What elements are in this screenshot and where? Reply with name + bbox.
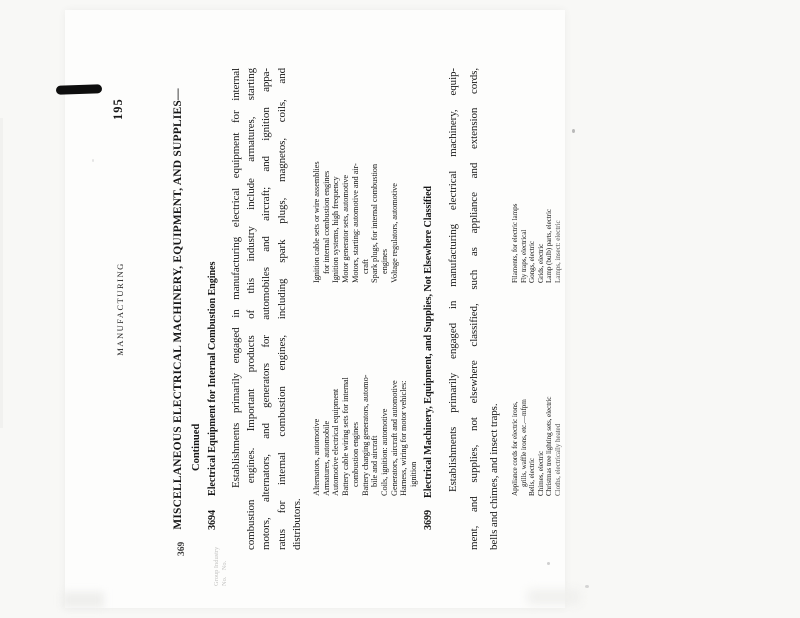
index-list-3699-left	[511, 284, 562, 496]
margin-label-line1: Group Industry	[213, 546, 220, 586]
scan-artifact-speck	[572, 129, 575, 133]
section-heading-3699	[423, 10, 436, 608]
paragraph-line: combustion engines. Important products of this industry include armatures, starting	[245, 68, 258, 550]
index-entry: Grids, electric	[536, 243, 545, 283]
scan-artifact-speck	[547, 562, 550, 565]
index-entry: Battery charging generators, automo-	[360, 374, 370, 496]
running-head: MANUFACTURING	[115, 262, 125, 356]
industry-number-3694: 3694	[207, 510, 218, 530]
index-entry: Fly traps, electrical	[519, 229, 528, 283]
index-entry: Battery cable wiring sets for internal	[341, 377, 351, 496]
scan-artifact-black-dash	[56, 84, 102, 95]
index-entry: Gongs, electric	[528, 240, 536, 283]
paragraph-line: Establishments primarily engaged in manufacturing electrical equipment for internal	[230, 68, 242, 488]
margin-group-number: 369	[177, 541, 187, 556]
index-entry: Generators, aircraft and automotive	[389, 380, 399, 496]
index-list-3699-right	[511, 78, 562, 283]
index-list-3694-right	[312, 78, 399, 283]
industry-number-3699: 3699	[423, 510, 434, 530]
paragraph-line: ratus for internal combustion engines, including spark plugs, magnetos, coils, and	[275, 68, 288, 550]
index-entry: Alternators, automotive	[312, 418, 321, 496]
index-entry-continuation: grills, waffle irons, etc.—mfpm	[519, 399, 528, 487]
index-entry: Chimes, electric	[536, 450, 545, 496]
scan-artifact-speck	[92, 159, 94, 162]
index-entry-continuation: engines	[379, 249, 389, 274]
index-entry: Appliance cords for electric irons,	[511, 401, 519, 496]
index-entry: Christmas tree lighting sets, electric	[545, 396, 553, 496]
index-entry: Automotive electrical equipment	[331, 388, 341, 496]
page-title: MISCELLANEOUS ELECTRICAL MACHINERY, EQUIPMENT, AND SUPPLIES—	[172, 88, 184, 530]
index-list-3694-left	[312, 284, 419, 496]
paragraph-line: ment, and supplies, not elsewhere classified, such as appliance and extension cords,	[467, 68, 480, 550]
index-entry: Coils, ignition: automotive	[379, 408, 389, 496]
scan-artifact-smudge	[62, 592, 104, 608]
index-entry: Spark plugs, for internal combustion	[370, 164, 380, 283]
scan-artifact-speck	[585, 585, 589, 588]
index-entry: Ignition systems, high frequency	[331, 176, 341, 283]
index-entry-continuation: for internal combustion engines	[321, 170, 331, 274]
scan-artifact-edge-shadow	[0, 118, 3, 428]
page-number: 195	[111, 98, 125, 120]
scan-artifact-smudge	[528, 590, 580, 604]
paragraph-line: bells and chimes, and insect traps.	[488, 403, 500, 550]
index-entry-continuation: ignition	[409, 461, 419, 487]
section-heading-3694	[207, 10, 220, 608]
index-entry: Armatures, automobile	[321, 420, 331, 496]
index-entry-continuation: bile and aircraft	[370, 435, 380, 487]
paragraph-line: distributors.	[290, 498, 303, 550]
index-entry: Cloths, electrically heated	[553, 423, 562, 496]
index-entry: Bells, electric	[528, 457, 536, 496]
section-paragraph-3694	[230, 68, 306, 550]
page-title-continued: Continued	[191, 423, 202, 471]
index-entry: Motor generator sets, automotive	[341, 175, 351, 283]
industry-title-3694: Electrical Equipment for Internal Combustion Engines	[207, 261, 218, 496]
index-entry-continuation: craft	[360, 259, 370, 274]
index-entry: Motors, starting: automotive and air-	[350, 163, 360, 283]
index-entry: Filaments, for electric lamps	[511, 203, 519, 283]
industry-title-3699: Electrical Machinery, Equipment, and Supplies, Not Elsewhere Classified	[423, 186, 434, 498]
index-entry: Voltage regulators, automotive	[389, 183, 399, 283]
paragraph-line: Establishments primarily engaged in manufacturing electrical machinery, equip-	[447, 68, 459, 492]
index-entry: Lamps, insect: electric	[553, 220, 562, 283]
index-entry: Lamp (bulb) parts, electric	[545, 209, 553, 283]
index-entry-continuation: combustion engines	[350, 422, 360, 487]
margin-label-line2: No. No.	[221, 560, 228, 586]
section-paragraph-3699	[447, 68, 509, 550]
index-entry: Ignition cable sets or wire assemblies	[312, 161, 321, 283]
scanned-book-page	[65, 10, 565, 608]
paragraph-line: motors, alternators, and generators for automobiles and aircraft; and ignition appa-	[260, 68, 273, 550]
index-entry: Harness, wiring for motor vehicles:	[399, 380, 409, 496]
